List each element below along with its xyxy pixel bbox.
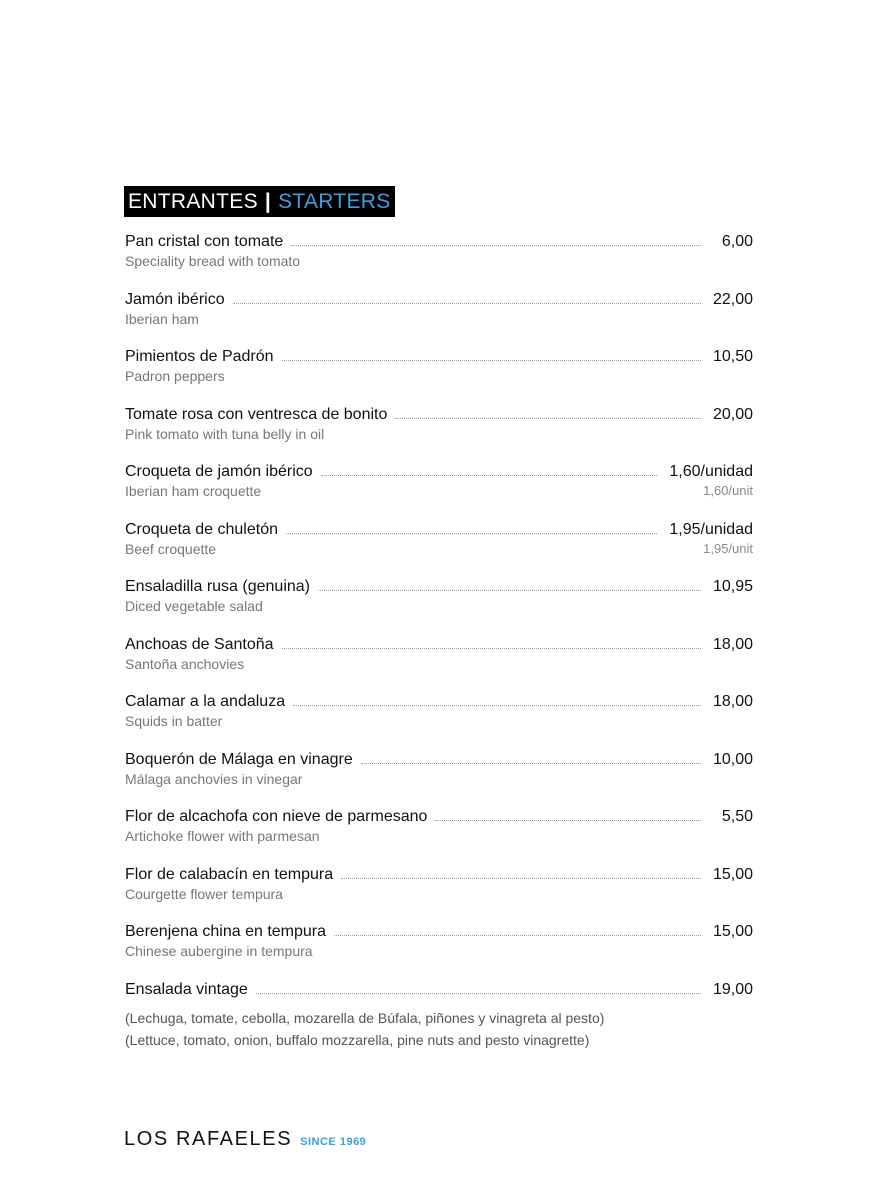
menu-item-name: Tomate rosa con ventresca de bonito bbox=[125, 405, 388, 423]
menu-item-line bbox=[125, 402, 753, 424]
section-separator: | bbox=[264, 189, 272, 213]
menu-item-sub bbox=[125, 886, 753, 902]
menu-item bbox=[125, 517, 753, 575]
menu-item-name: Croqueta de chuletón bbox=[125, 520, 278, 538]
menu-item-line bbox=[125, 977, 753, 999]
menu-item bbox=[125, 287, 753, 345]
menu-item-description: Málaga anchovies in vinegar bbox=[125, 770, 303, 787]
menu-item-sub bbox=[125, 943, 753, 959]
menu-item-description: Diced vegetable salad bbox=[125, 598, 263, 614]
menu-item-description: Beef croquette bbox=[125, 540, 217, 557]
menu-item bbox=[125, 574, 753, 632]
menu-item-description: Padron peppers bbox=[125, 368, 225, 384]
dot-leader bbox=[286, 532, 657, 534]
menu-item bbox=[125, 689, 753, 747]
menu-item-line bbox=[125, 344, 753, 366]
menu-item bbox=[125, 229, 753, 287]
menu-item bbox=[125, 977, 753, 1048]
dot-leader bbox=[395, 417, 701, 419]
menu-item-line bbox=[125, 517, 753, 539]
dot-leader bbox=[233, 302, 701, 304]
menu-item bbox=[125, 402, 753, 460]
menu-item-price: 10,95 bbox=[712, 578, 753, 595]
menu-item-price: 18,00 bbox=[712, 693, 753, 710]
menu-item-description: Chinese aubergine in tempura bbox=[125, 943, 313, 959]
menu-item-price: 6,00 bbox=[721, 233, 753, 250]
menu-list bbox=[125, 229, 753, 1048]
menu-item bbox=[125, 747, 753, 805]
menu-item-name: Ensalada vintage bbox=[125, 980, 248, 998]
menu-item bbox=[125, 804, 753, 862]
menu-item-line bbox=[125, 287, 753, 309]
menu-item-name: Flor de alcachofa con nieve de parmesano bbox=[125, 808, 428, 825]
menu-item-description: Iberian ham croquette bbox=[125, 483, 262, 499]
menu-item-line bbox=[125, 747, 753, 769]
menu-item-unit-price: 1,95/unit bbox=[703, 540, 753, 556]
menu-item-name: Jamón ibérico bbox=[125, 290, 225, 308]
menu-item-sub bbox=[125, 541, 753, 557]
menu-item-price: 5,50 bbox=[721, 808, 753, 825]
menu-item-line bbox=[125, 574, 753, 596]
menu-item-unit-price: 1,60/unit bbox=[703, 483, 753, 498]
menu-item-sub bbox=[125, 713, 753, 729]
dot-leader bbox=[321, 474, 658, 476]
dot-leader bbox=[293, 704, 701, 706]
menu-item-description: Iberian ham bbox=[125, 310, 199, 327]
section-header bbox=[124, 186, 395, 217]
dot-leader bbox=[282, 359, 701, 361]
menu-item-sub bbox=[125, 368, 753, 384]
menu-item-description: Speciality bread with tomato bbox=[125, 253, 301, 269]
section-title-en: STARTERS bbox=[278, 189, 391, 213]
menu-item-sub bbox=[125, 656, 753, 672]
menu-item-price: 10,50 bbox=[712, 348, 753, 365]
menu-item-price: 20,00 bbox=[712, 405, 753, 423]
dot-leader bbox=[334, 934, 701, 936]
menu-item-name: Pimientos de Padrón bbox=[125, 348, 274, 365]
menu-item-description-es: (Lechuga, tomate, cebolla, mozarella de Búfala, piñones y vinagreta al pesto) bbox=[125, 1009, 605, 1026]
menu-item bbox=[125, 459, 753, 517]
menu-item-sub bbox=[125, 483, 753, 499]
menu-item-price: 19,00 bbox=[712, 980, 753, 998]
menu-item bbox=[125, 862, 753, 920]
dot-leader bbox=[256, 992, 701, 994]
footer bbox=[124, 1128, 366, 1151]
menu-item-line bbox=[125, 632, 753, 654]
menu-item-name: Berenjena china en tempura bbox=[125, 923, 327, 940]
menu-item-sub bbox=[125, 828, 753, 844]
menu-item-name: Boquerón de Málaga en vinagre bbox=[125, 750, 353, 768]
menu-item-price: 15,00 bbox=[712, 923, 753, 940]
footer-since: SINCE 1969 bbox=[300, 1136, 367, 1148]
menu-item-line bbox=[125, 459, 753, 481]
menu-item-description: Courgette flower tempura bbox=[125, 885, 283, 902]
dot-leader bbox=[282, 647, 701, 649]
dot-leader bbox=[291, 244, 701, 246]
dot-leader bbox=[318, 589, 701, 591]
menu-item-name: Anchoas de Santoña bbox=[125, 635, 274, 653]
menu-item-sub bbox=[125, 253, 753, 269]
menu-item-line bbox=[125, 862, 753, 884]
dot-leader bbox=[341, 877, 701, 879]
menu-item-sub bbox=[125, 598, 753, 614]
menu-item-description: Pink tomato with tuna belly in oil bbox=[125, 425, 325, 442]
menu-item-price: 22,00 bbox=[712, 290, 753, 308]
menu-item-sub bbox=[125, 771, 753, 787]
menu-item-line bbox=[125, 229, 753, 251]
menu-item-name: Pan cristal con tomate bbox=[125, 233, 284, 250]
menu-item-description: Artichoke flower with parmesan bbox=[125, 828, 320, 844]
menu-item-name: Calamar a la andaluza bbox=[125, 693, 286, 710]
menu-item-price: 18,00 bbox=[712, 635, 753, 653]
menu-item-line bbox=[125, 919, 753, 941]
menu-item-sub bbox=[125, 426, 753, 442]
section-title-es: ENTRANTES bbox=[128, 189, 258, 213]
menu-item bbox=[125, 919, 753, 977]
menu-item-name: Ensaladilla rusa (genuina) bbox=[125, 578, 310, 595]
menu-item bbox=[125, 344, 753, 402]
menu-item-price: 1,60/unidad bbox=[669, 463, 753, 480]
menu-item-line bbox=[125, 804, 753, 826]
menu-item-description-en: (Lettuce, tomato, onion, buffalo mozzarella, pine nuts and pesto vinagrette) bbox=[125, 1031, 590, 1048]
menu-item-description: Squids in batter bbox=[125, 713, 223, 729]
menu-item-sub bbox=[125, 311, 753, 327]
menu-item-price: 1,95/unidad bbox=[669, 520, 753, 538]
menu-item-line bbox=[125, 689, 753, 711]
dot-leader bbox=[361, 762, 701, 764]
menu-item-name: Flor de calabacín en tempura bbox=[125, 865, 334, 883]
footer-brand: LOS RAFAELES bbox=[124, 1128, 293, 1150]
menu-item-price: 15,00 bbox=[712, 865, 753, 883]
menu-item-price: 10,00 bbox=[712, 750, 753, 768]
menu-item-name: Croqueta de jamón ibérico bbox=[125, 463, 313, 480]
menu-item bbox=[125, 632, 753, 690]
dot-leader bbox=[435, 819, 701, 821]
menu-item-description: Santoña anchovies bbox=[125, 655, 245, 672]
